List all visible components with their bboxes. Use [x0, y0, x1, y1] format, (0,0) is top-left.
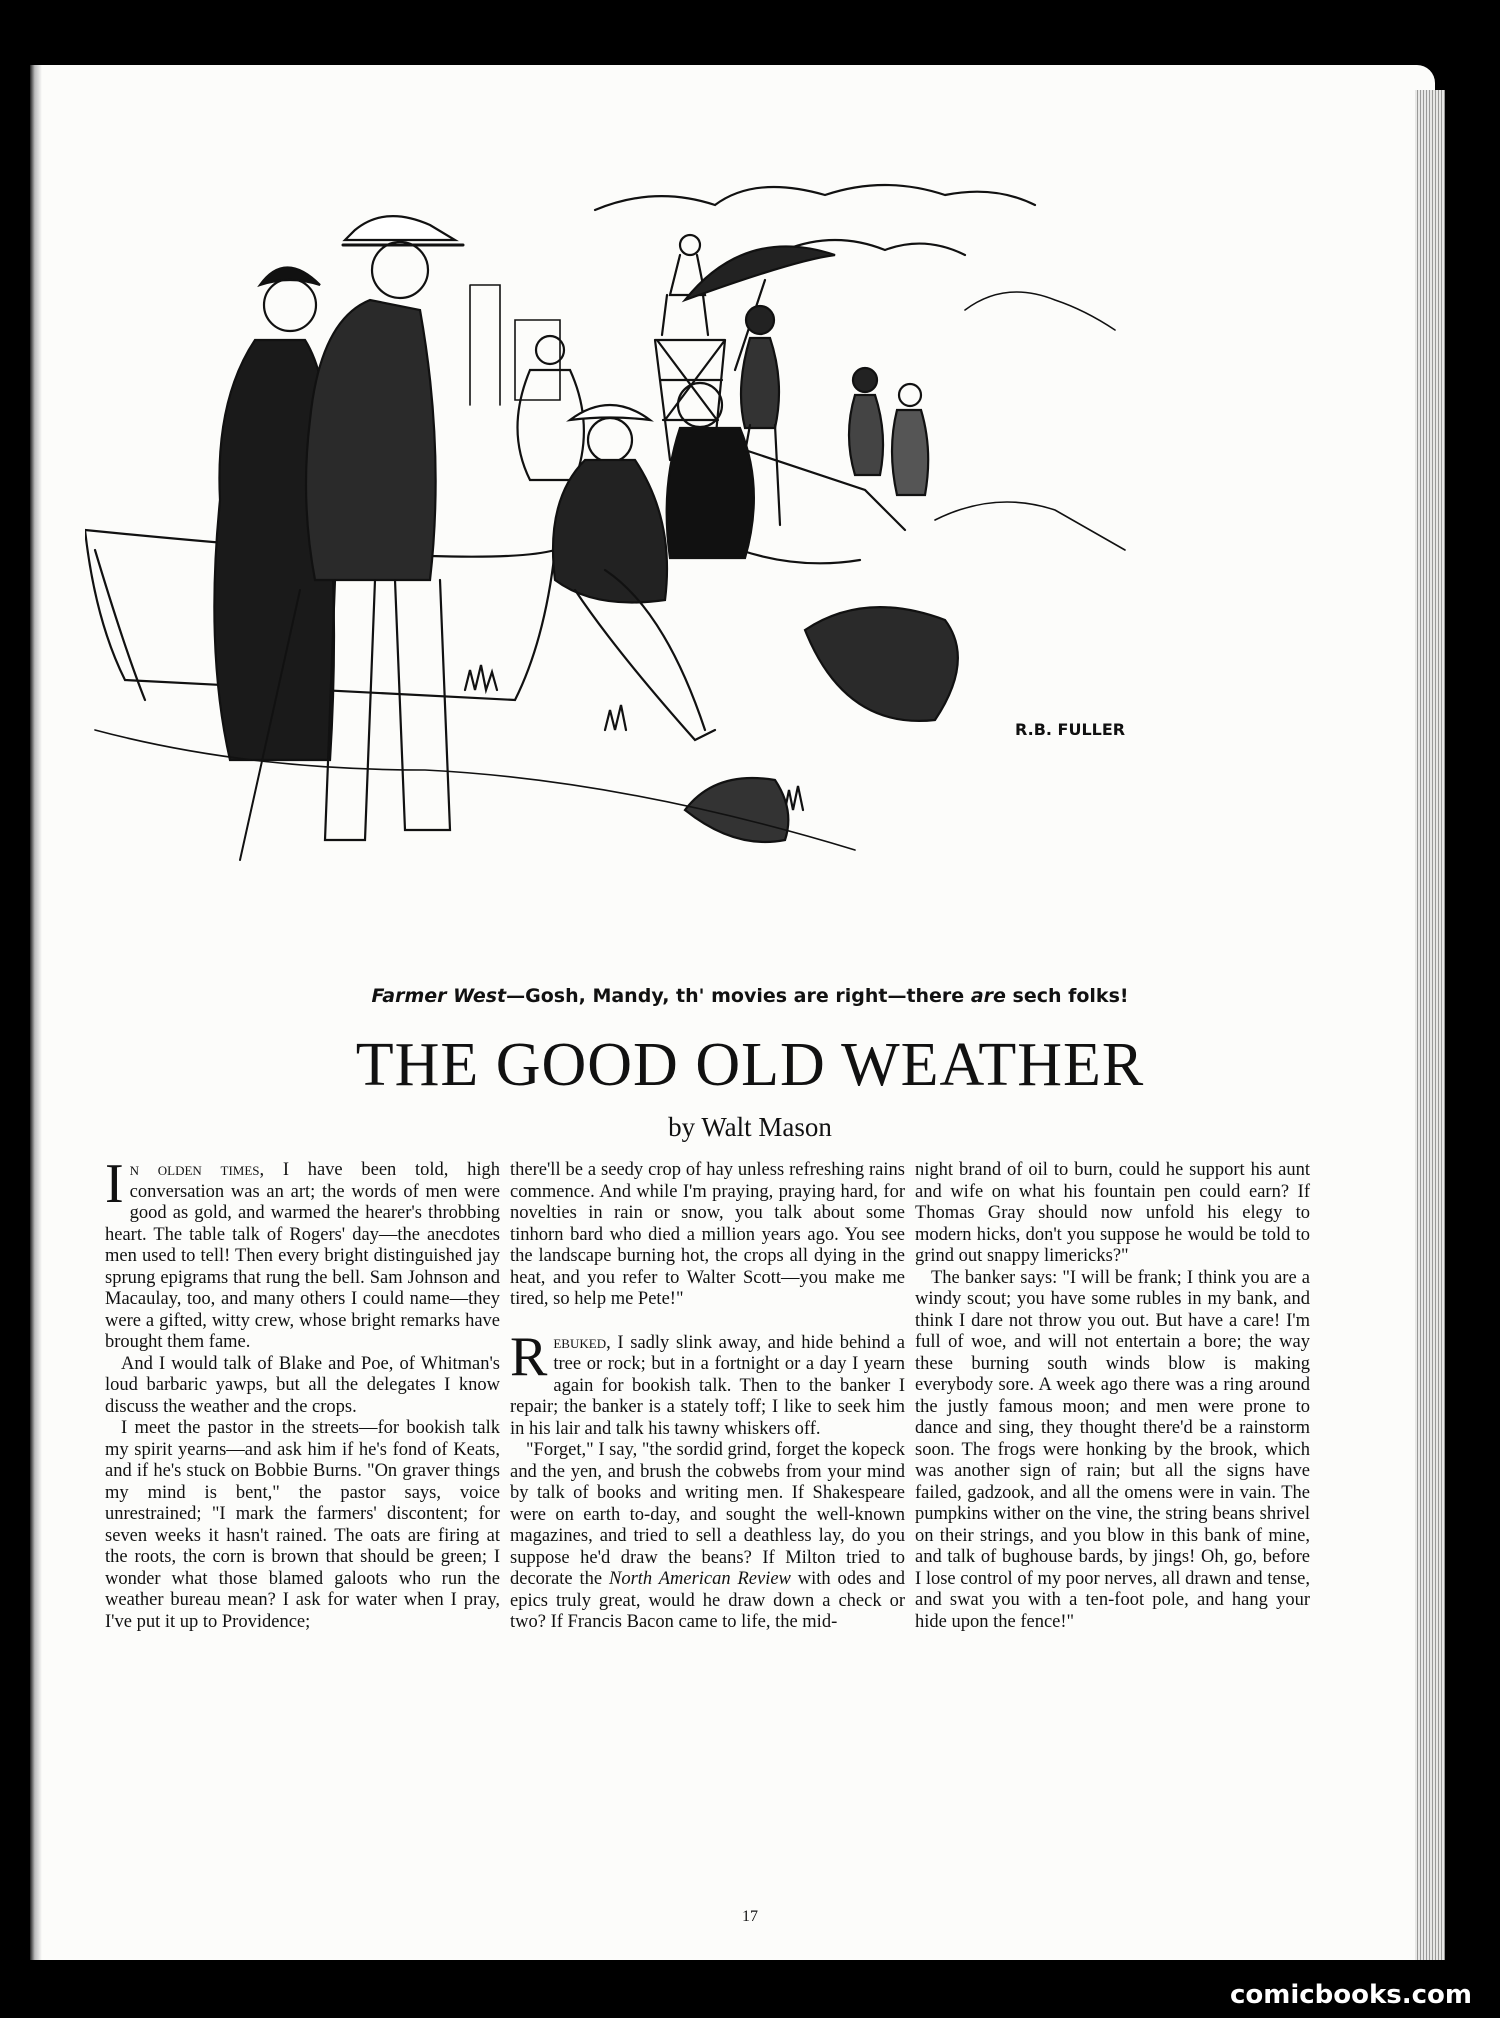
- lead-in: n olden times: [129, 1160, 260, 1180]
- paragraph-text: with odes and epics truly great, would he draw down a check or two? If Francis Bacon came to life, the mid-: [510, 1569, 906, 1632]
- lead-in: ebuked: [553, 1332, 607, 1353]
- paragraph-text: , I have been told, high conversation was an art; the words of men were good as gold, and warmed the hearer's throbbing heart. The table talk of Rogers' day—the anecdotes men used to tell! Then every bright distinguished jay sprung epigrams that rung the bell. Sam Johnson and Macaulay, too, and many others I could name—they were a gifted, witty crew, whose bright remarks have brought them fame.: [105, 1160, 500, 1352]
- byline: by Walt Mason: [668, 1112, 832, 1142]
- paragraph-text: , I sadly slink away, and hide behind a tree or rock; but in a fortnight or a day I yearn again for bookish talk. Then to the banker I repair; the banker is a stately toff; I like to seek him in his lair and talk his tawny whiskers off.: [510, 1332, 905, 1439]
- paragraph: [510, 1440, 905, 1634]
- caption-end: sech folks!: [1005, 985, 1129, 1007]
- caption-emphasis: are: [970, 985, 1006, 1007]
- paragraph: I meet the pastor in the streets—for bookish talk my spirit yearns—and ask him if he's fond of Keats, and if he's stuck on Bobbie Burns. "On graver things my mind is bent," the pastor says, voice unrestrained; "I mark the farmers' discontent; for seven weeks it hasn't rained. The oats are firing at the roots, the corn is brown that should be green; I wonder what those blamed galoots who run the weather bureau mean? I ask for water when I pray, I've put it up to Providence;: [105, 1418, 500, 1632]
- article-title: THE GOOD OLD WEATHER: [355, 1031, 1145, 1099]
- caption-text: —Gosh, Mandy, th' movies are right—there: [506, 985, 971, 1007]
- illustration-caption: [0, 985, 1500, 1007]
- paragraph: [105, 1153, 500, 1354]
- artist-signature: R.B. FULLER: [1015, 720, 1126, 739]
- page-edges: [1415, 90, 1445, 1960]
- paragraph: [510, 1325, 905, 1441]
- beach-illustration: [85, 170, 1350, 970]
- paragraph: And I would talk of Blake and Poe, of Whitman's loud barbaric yawps, but all the delegates I know discuss the weather and the crops.: [105, 1353, 500, 1417]
- caption-speaker: Farmer West: [371, 985, 507, 1007]
- magazine-title: North American Review: [608, 1569, 791, 1589]
- page-number: 17: [742, 1908, 758, 1925]
- drop-cap: R: [510, 1325, 548, 1388]
- paragraph: The banker says: "I will be frank; I think you are a windy scout; you have some rubles in my bank, and think I dare not throw you out. But have a care! I'm full of woe, and will not entertain a bore; the way these burning south winds blow is making everybody sore. A week ago there was a ring around the justly famous moon; and men were prone to dance and sing, they thought there'd be a rainstorm soon. The frogs were honking by the brook, which was another sign of rain; but all the signs have failed, gadzook, and all the omens were in vain. The pumpkins wither on the vine, the string beans shrivel on their strings, and you blow in this bank of mine, and talk of bughouse bards, by jings! Oh, go, before I lose control of my poor nerves, all drawn and tense, and swat you with a ten-foot pole, and hang your hide upon the fence!": [915, 1267, 1310, 1632]
- paragraph: there'll be a seedy crop of hay unless refreshing rains commence. And while I'm praying, praying hard, for novelties in rain or snow, you talk about some tinhorn bard who died a million years ago. You see the landscape burning hot, the crops all dying in the heat, and you refer to Walter Scott—you make me tired, so help me Pete!": [510, 1160, 905, 1309]
- column-3: [915, 1160, 1310, 1633]
- drop-cap: I: [105, 1153, 124, 1215]
- page-spine-shadow: [30, 65, 42, 1960]
- column-1: [105, 1153, 500, 1633]
- watermark: comicbooks.com: [1229, 1980, 1472, 2010]
- paragraph-text: "Forget," I say, "the sordid grind, forget the kopeck and the yen, and brush the cobwebs from your mind by talk of books and writing men. If Shakespeare were on earth to-day, and sought the well-known magazines, and tried to sell a deathless lay, do you suppose he'd draw the beans? If Milton tried to decorate the: [510, 1440, 905, 1589]
- paragraph: night brand of oil to burn, could he support his aunt and wife on what his fountain pen could earn? If Thomas Gray should now unfold his elegy to modern hicks, don't you suppose he would be told to grind out snappy limericks?": [915, 1160, 1310, 1266]
- column-2: [510, 1160, 905, 1634]
